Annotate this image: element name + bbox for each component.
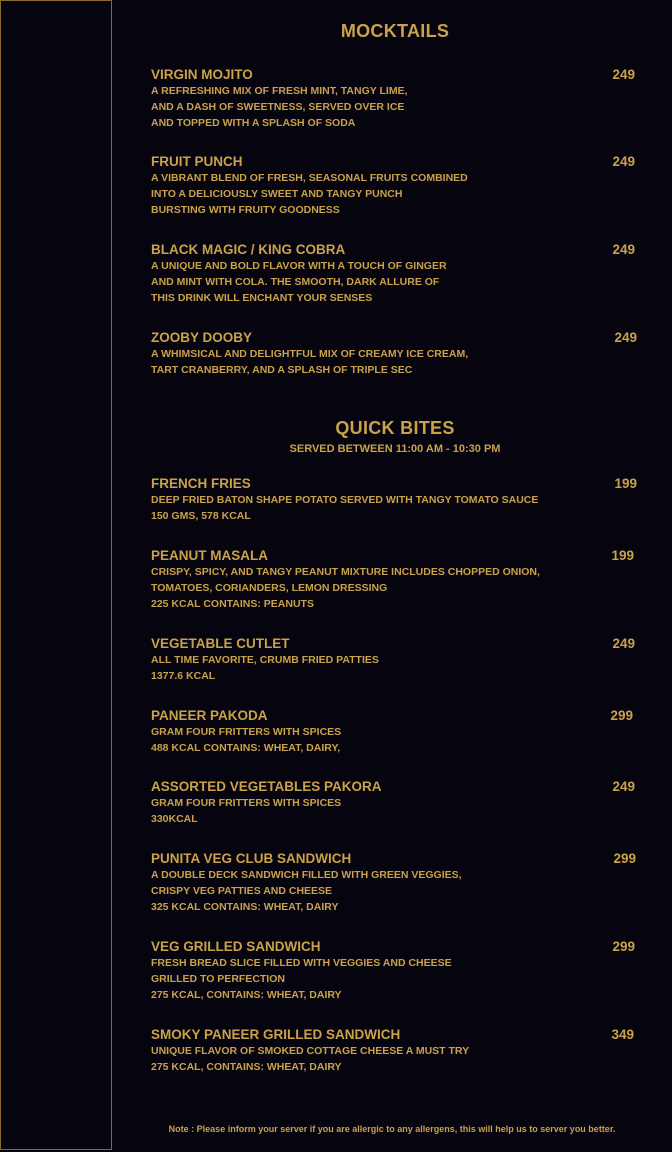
item-price: 249	[612, 779, 635, 794]
mocktails-title: MOCKTAILS	[340, 21, 450, 41]
item-description: 488 KCAL CONTAINS: WHEAT, DAIRY,	[151, 742, 341, 754]
item-price: 249	[614, 330, 637, 345]
menu-item	[151, 1026, 639, 1075]
item-description: BURSTING WITH FRUITY GOODNESS	[151, 204, 340, 216]
menu-item	[151, 241, 639, 306]
item-description: GRILLED TO PERFECTION	[151, 973, 285, 985]
item-description: TART CRANBERRY, AND A SPLASH OF TRIPLE SEC	[151, 364, 413, 376]
item-name: VEGETABLE CUTLET	[151, 636, 290, 651]
item-description: CRISPY VEG PATTIES AND CHEESE	[151, 885, 333, 897]
menu-item	[151, 850, 639, 915]
item-description: ALL TIME FAVORITE, CRUMB FRIED PATTIES	[151, 654, 379, 666]
item-name: FRENCH FRIES	[151, 476, 251, 491]
item-price: 199	[614, 476, 637, 491]
item-price: 349	[611, 1027, 634, 1042]
quick-bites-hours: SERVED BETWEEN 11:00 AM - 10:30 PM	[289, 443, 501, 455]
item-description: 325 KCAL CONTAINS: WHEAT, DAIRY	[151, 901, 339, 913]
item-name: PANEER PAKODA	[151, 708, 268, 723]
item-description: THIS DRINK WILL ENCHANT YOUR SENSES	[151, 292, 373, 304]
item-description: A REFRESHING MIX OF FRESH MINT, TANGY LIME,	[151, 85, 408, 97]
menu-item	[151, 475, 639, 524]
item-name: SMOKY PANEER GRILLED SANDWICH	[151, 1027, 401, 1042]
item-name: VEG GRILLED SANDWICH	[151, 939, 321, 954]
item-description: 275 KCAL, CONTAINS: WHEAT, DAIRY	[151, 989, 342, 1001]
item-description: A WHIMSICAL AND DELIGHTFUL MIX OF CREAMY ICE CREAM,	[151, 348, 469, 360]
item-price: 199	[611, 548, 634, 563]
item-name: PEANUT MASALA	[151, 548, 268, 563]
item-price: 299	[613, 851, 636, 866]
item-price: 249	[612, 636, 635, 651]
item-price: 299	[610, 708, 633, 723]
item-name: ZOOBY DOOBY	[151, 330, 253, 345]
item-name: PUNITA VEG CLUB SANDWICH	[151, 851, 352, 866]
menu-item	[151, 938, 639, 1003]
item-description: AND TOPPED WITH A SPLASH OF SODA	[151, 117, 356, 129]
item-description: UNIQUE FLAVOR OF SMOKED COTTAGE CHEESE A MUST TRY	[151, 1045, 470, 1057]
item-description: A UNIQUE AND BOLD FLAVOR WITH A TOUCH OF GINGER	[151, 260, 447, 272]
item-description: AND MINT WITH COLA. THE SMOOTH, DARK ALLURE OF	[151, 276, 440, 288]
item-description: 1377.6 KCAL	[151, 670, 216, 682]
item-name: ASSORTED VEGETABLES PAKORA	[151, 779, 382, 794]
left-side-panel	[0, 0, 112, 1150]
item-description: DEEP FRIED BATON SHAPE POTATO SERVED WITH TANGY TOMATO SAUCE	[151, 494, 539, 506]
item-description: CRISPY, SPICY, AND TANGY PEANUT MIXTURE INCLUDES CHOPPED ONION,	[151, 566, 540, 578]
menu-item	[151, 153, 639, 218]
item-description: TOMATOES, CORIANDERS, LEMON DRESSING	[151, 582, 388, 594]
item-name: BLACK MAGIC / KING COBRA	[151, 242, 346, 257]
item-description: FRESH BREAD SLICE FILLED WITH VEGGIES AND CHEESE	[151, 957, 452, 969]
item-name: FRUIT PUNCH	[151, 154, 243, 169]
item-price: 299	[612, 939, 635, 954]
quick-bites-title: QUICK BITES	[335, 418, 455, 438]
item-description: 150 GMS, 578 KCAL	[151, 510, 251, 522]
allergen-note: Note : Please inform your server if you are allergic to any allergens, this will help us to server you better.	[168, 1124, 616, 1134]
item-description: A DOUBLE DECK SANDWICH FILLED WITH GREEN VEGGIES,	[151, 869, 462, 881]
item-description: 275 KCAL, CONTAINS: WHEAT, DAIRY	[151, 1061, 342, 1073]
item-description: INTO A DELICIOUSLY SWEET AND TANGY PUNCH	[151, 188, 403, 200]
menu-item	[151, 547, 639, 612]
item-description: A VIBRANT BLEND OF FRESH, SEASONAL FRUITS COMBINED	[151, 172, 468, 184]
menu-item	[151, 329, 639, 378]
item-description: 225 KCAL CONTAINS: PEANUTS	[151, 598, 314, 610]
menu-item	[151, 66, 639, 131]
menu-item	[151, 707, 639, 756]
item-description: GRAM FOUR FRITTERS WITH SPICES	[151, 797, 342, 809]
item-description: AND A DASH OF SWEETNESS, SERVED OVER ICE	[151, 101, 405, 113]
item-description: GRAM FOUR FRITTERS WITH SPICES	[151, 726, 342, 738]
menu-item	[151, 778, 639, 827]
item-name: VIRGIN MOJITO	[151, 67, 253, 82]
item-price: 249	[612, 154, 635, 169]
item-description: 330KCAL	[151, 813, 198, 825]
item-price: 249	[612, 242, 635, 257]
item-price: 249	[612, 67, 635, 82]
menu-item	[151, 635, 639, 684]
